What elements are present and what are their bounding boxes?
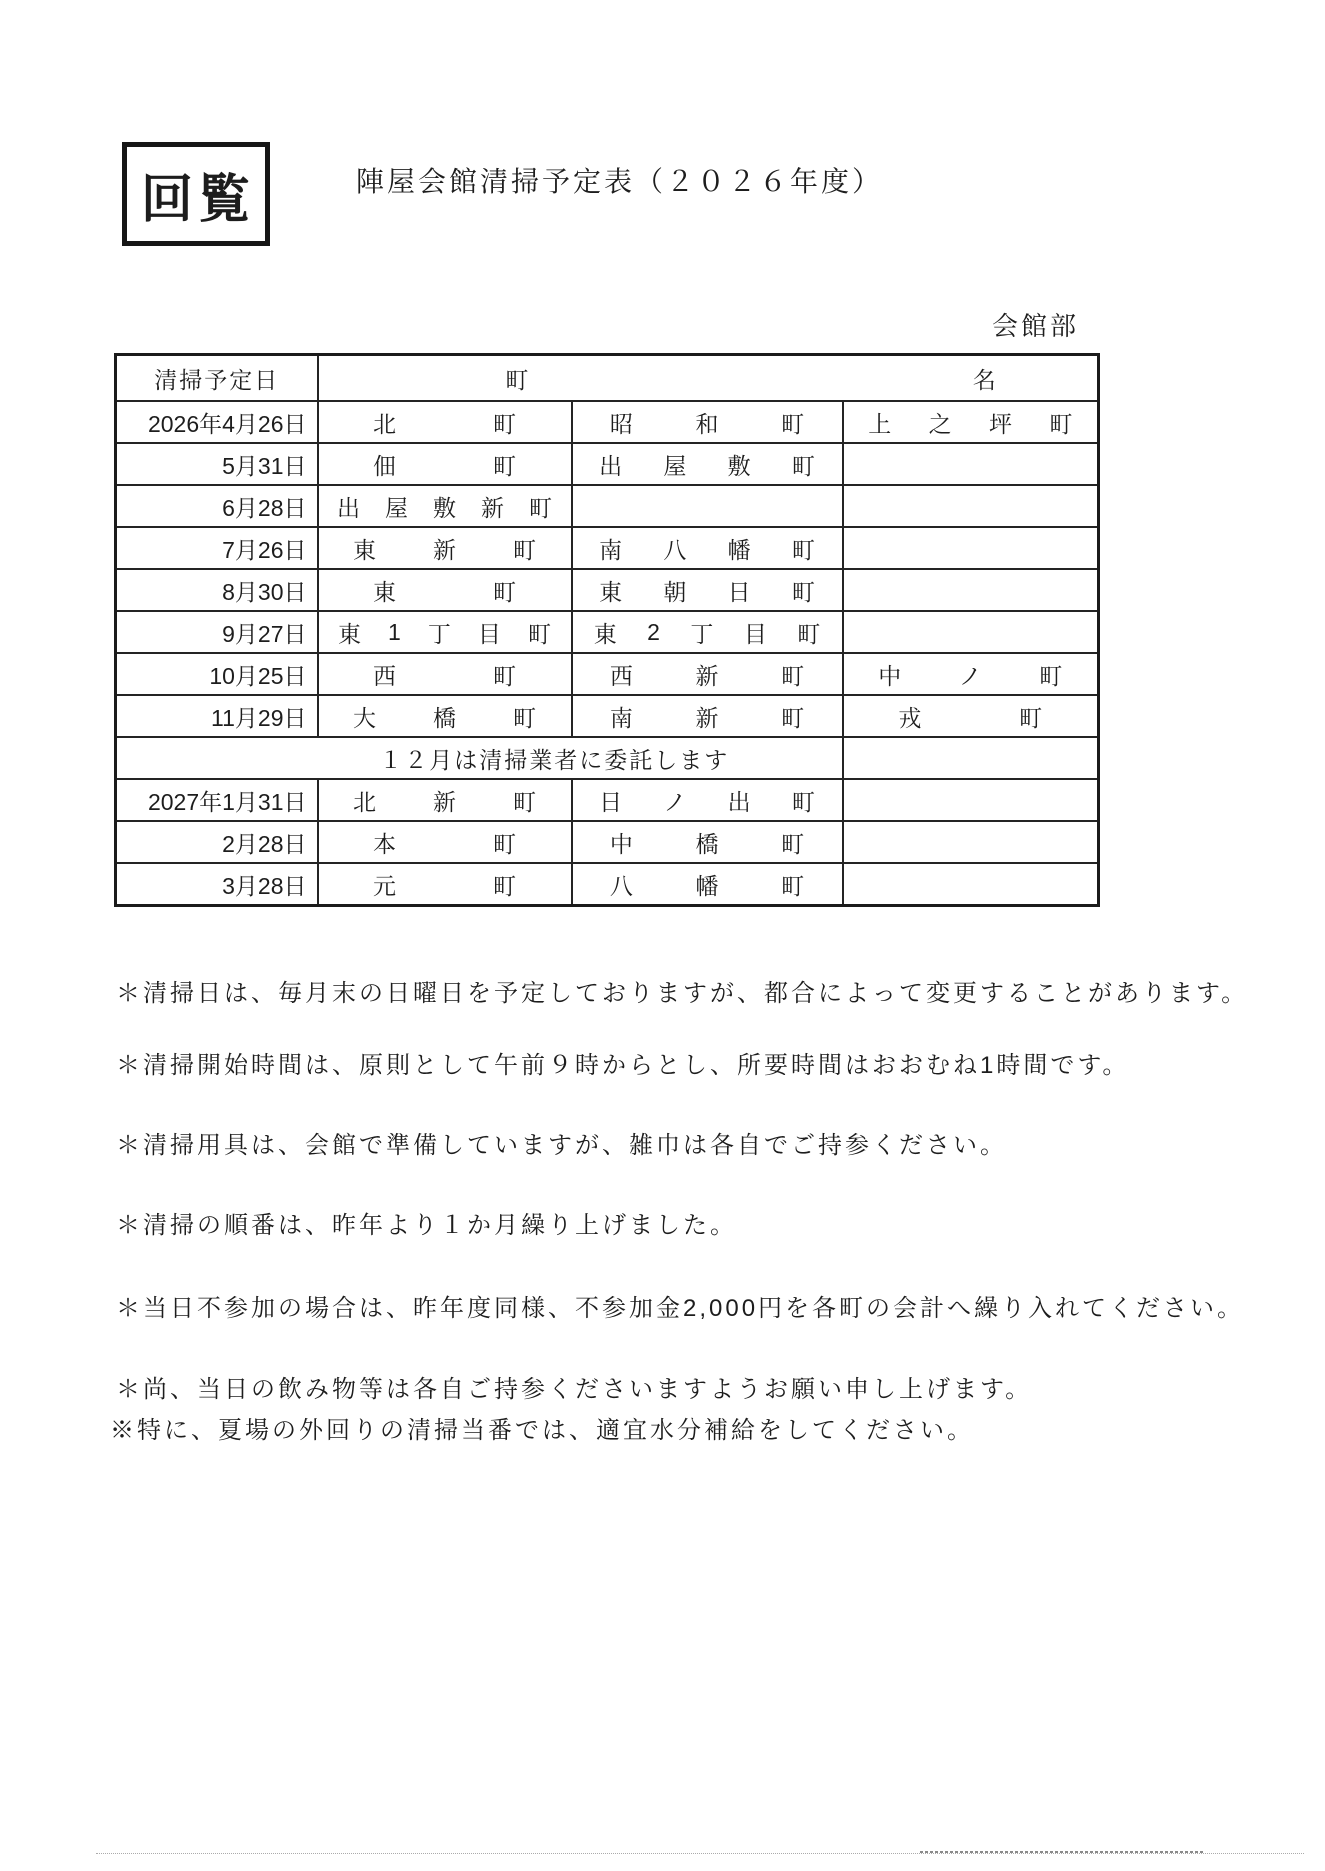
- table-row: [116, 401, 1099, 443]
- column-header-name: 名: [972, 366, 996, 393]
- footnote-bring-drinks: ＊尚、当日の飲み物等は各自ご持参くださいますようお願い申し上げます。: [116, 1376, 1033, 1403]
- table-row: [116, 485, 1099, 527]
- town-cell: [843, 569, 1099, 611]
- december-outsource-note: １２月は清掃業者に委託します: [116, 737, 843, 779]
- schedule-date: 3月28日: [116, 863, 318, 906]
- circulation-stamp-box: [122, 142, 270, 246]
- town-cell: 本 町: [318, 821, 572, 863]
- town-cell: [843, 611, 1099, 653]
- circulation-stamp-label: 回覧: [140, 170, 255, 229]
- table-row: [116, 527, 1099, 569]
- town-cell: [843, 863, 1099, 906]
- schedule-date: 10月25日: [116, 653, 318, 695]
- town-cell: [843, 779, 1099, 821]
- town-cell: [843, 443, 1099, 485]
- schedule-date: 2月28日: [116, 821, 318, 863]
- town-cell: [843, 527, 1099, 569]
- scan-noise-line: [96, 1853, 1304, 1854]
- schedule-date: 6月28日: [116, 485, 318, 527]
- town-cell: [572, 485, 843, 527]
- table-row: [116, 863, 1099, 906]
- schedule-date: 5月31日: [116, 443, 318, 485]
- town-cell: 昭 和 町: [572, 401, 843, 443]
- town-cell: 東 1 丁 目 町: [318, 611, 572, 653]
- schedule-date: 8月30日: [116, 569, 318, 611]
- town-cell: 西 町: [318, 653, 572, 695]
- table-row: [116, 695, 1099, 737]
- town-cell: 東 朝 日 町: [572, 569, 843, 611]
- schedule-date: 9月27日: [116, 611, 318, 653]
- town-cell: 中 橋 町: [572, 821, 843, 863]
- town-cell: 出 屋 敷 町: [572, 443, 843, 485]
- town-cell: 北 新 町: [318, 779, 572, 821]
- town-cell: 西 新 町: [572, 653, 843, 695]
- town-cell: 元 町: [318, 863, 572, 906]
- footnote-start-time: ＊清掃開始時間は、原則として午前９時からとし、所要時間はおおむね1時間です。: [116, 1052, 1130, 1079]
- table-row-december-outsourced: [116, 737, 1099, 779]
- column-header-town: 町: [505, 366, 529, 393]
- scan-noise-dark-segment: [920, 1851, 1205, 1853]
- town-cell: 大 橋 町: [318, 695, 572, 737]
- town-cell: 北 町: [318, 401, 572, 443]
- town-cell: 日 ノ 出 町: [572, 779, 843, 821]
- footnote-cleaning-day: ＊清掃日は、毎月末の日曜日を予定しておりますが、都合によって変更することがあります。: [116, 980, 1249, 1007]
- column-header-towns: [318, 355, 1099, 402]
- schedule-date: 2027年1月31日: [116, 779, 318, 821]
- town-cell: 南 八 幡 町: [572, 527, 843, 569]
- town-cell: [843, 737, 1099, 779]
- town-cell: 南 新 町: [572, 695, 843, 737]
- table-row: [116, 779, 1099, 821]
- town-cell: 出 屋 敷 新 町: [318, 485, 572, 527]
- footnote-equipment: ＊清掃用具は、会館で準備していますが、雑巾は各自でご持参ください。: [116, 1132, 1007, 1159]
- table-row: [116, 443, 1099, 485]
- footnote-hydration: ※特に、夏場の外回りの清掃当番では、適宜水分補給をしてください。: [110, 1417, 974, 1444]
- table-row: [116, 653, 1099, 695]
- town-cell: 東 町: [318, 569, 572, 611]
- column-header-date: 清掃予定日: [116, 355, 318, 402]
- table-row: [116, 611, 1099, 653]
- town-cell: 戎 町: [843, 695, 1099, 737]
- town-cell: [843, 485, 1099, 527]
- town-cell: 中 ノ 町: [843, 653, 1099, 695]
- schedule-date: 7月26日: [116, 527, 318, 569]
- table-row: [116, 569, 1099, 611]
- table-header-row: [116, 355, 1099, 402]
- schedule-date: 2026年4月26日: [116, 401, 318, 443]
- footnote-absence-fee: ＊当日不参加の場合は、昨年度同様、不参加金2,000円を各町の会計へ繰り入れてください。: [116, 1295, 1245, 1322]
- town-cell: 八 幡 町: [572, 863, 843, 906]
- town-cell: 東 新 町: [318, 527, 572, 569]
- cleaning-schedule-table: [114, 353, 1100, 907]
- town-cell: 佃 町: [318, 443, 572, 485]
- town-cell: 上 之 坪 町: [843, 401, 1099, 443]
- footnote-order-change: ＊清掃の順番は、昨年より１か月繰り上げました。: [116, 1212, 737, 1239]
- town-cell: 東 2 丁 目 町: [572, 611, 843, 653]
- page-title: 陣屋会館清掃予定表（２０２６年度）: [356, 166, 884, 197]
- table-row: [116, 821, 1099, 863]
- town-cell: [843, 821, 1099, 863]
- schedule-date: 11月29日: [116, 695, 318, 737]
- department-label: 会館部: [992, 311, 1080, 341]
